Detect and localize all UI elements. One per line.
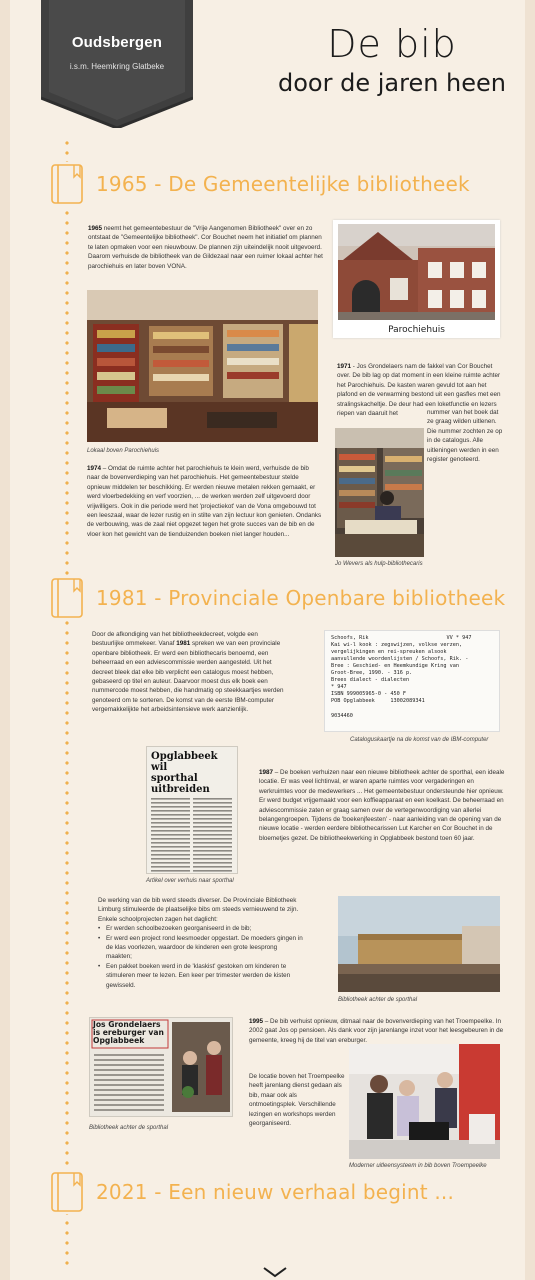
- page-title: [242, 20, 535, 98]
- paragraph-troempeelke: De locatie boven het Troempeelke heeft jarenlang dienst gedaan als bib, maar ook als ontmoetingsplek. Verschillende lezingen en workshops werden georganiseerd.: [249, 1073, 345, 1128]
- list-item: • Er werden schoolbezoeken georganiseerd in de bib;: [98, 924, 304, 933]
- title-line-2: door de jaren heen: [278, 69, 506, 97]
- paragraph-1974: 1974 – Omdat de ruimte achter het parochiehuis te klein werd, verhuisde de bib naar de bovenverdieping van het parochiehuis. Het gemeentebestuur stelde opnieuw middelen ter beschikking. Er werden nieuwe metalen rekken gemaakt, er werd vloerbedekking en verf voorzien, ... de werken werden zelf uitgevoerd door vrijwilligers. Ook in die periode werd het 'projectiekot' van de Vona omgebouwd tot een leeszaal, waar de lezer rustig en in stilte van zijn lectuur kon genieten. Ondanks de verbouwing, was de zaal niet opgezet tegen het grote succes van de bib en de vloer kon het gewicht van de tienduizenden boeken niet langer houden...: [87, 465, 322, 538]
- list-item: • Er werd een project rond leesmoeder opgestart. De moeders gingen in de klas voorlezen, waardoor de kinderen een grote leesprong maakten;: [98, 934, 304, 962]
- card-line: POB Opglabbeek 13002089341: [331, 698, 425, 704]
- newspaper-article-2: [89, 1017, 233, 1117]
- caption-news-1: Artikel over verhuis naar sporthal: [146, 878, 234, 884]
- news2-headline-2: is ereburger van: [93, 1028, 164, 1038]
- poster: [10, 0, 525, 1280]
- paragraph-1981: Door de afkondiging van het bibliotheekdecreet, volgde een bestuurlijke ommekeer. Vanaf 1981 spreken we van een provinciale openbare bibliotheek. Er werd een bibliothecaris benoemd, een beheerraad en een adviescommissie werden aangesteld. Uit het decreet bleek dat elke bib verplicht een catalogus moest hebben, gebaseerd op titel en auteur. Daarvoor moest dus elk boek een nummercode moest hebben, die handmatig op steekkaartjes werden genoteerd om te sorteren. De komst van de eerste IBM-computer vergemakkelijkte het arbeidsintensieve werk aanzienlijk.: [92, 631, 284, 714]
- modern-system-photo: [349, 1044, 500, 1159]
- caption-jo-wevers: Jo Wevers als hulp-bibliothecaris: [335, 561, 423, 567]
- card-line: Kai wi-l kook : zegswijzen, volkse verzen,: [331, 642, 463, 648]
- card-line: * 947: [331, 684, 347, 690]
- logo-subtitle: i.s.m. Heemkring Glatbeke: [69, 62, 165, 71]
- section-title-1981: 1981 - Provinciale Openbare bibliotheek: [96, 586, 506, 610]
- caption-sporthal: Bibliotheek achter de sporthal: [338, 997, 418, 1003]
- parochiehuis-photo: [333, 220, 500, 338]
- news2-headline-1: Jos Grondelaers: [93, 1020, 161, 1029]
- list-item: • Een pakket boeken werd in de 'klaskist' gestoken om kinderen te stimuleren meer te lezen. Een keer per trimester werden de kisten gewisseld.: [98, 962, 304, 990]
- paragraph-1987: 1987 – De boeken verhuizen naar een nieuwe bibliotheek achter de sporthal, een ideale locatie. Er was veel lichtinval, er waren aparte ruimtes voor vergaderingen en werkruimtes voor de medewerkers ... Het gemeentebestuur ondersteunde hier opnieuw. Er werd budget vrijgemaakt voor een koffieapparaat en een koelkast. De beheerraad en adviescommissie zaten er graag samen over de vertegenwoordiging van allerlei belangengroepen. Tijdens de 'boekenjfeesten' - naar aanleiding van de opening van de nieuwe locatie - werden eerdere bibliothecarissen Lut Karcher en Cor Bouchet in de bloemetjes gezet. De bibliotheekwerking in Opglabbeek bestond toen 60 jaar.: [259, 769, 505, 842]
- paragraph-1965: 1965 neemt het gemeentebestuur de "Vrije Aangenomen Bibliotheek" over en zo ontstaat de "Gemeentelijke bibliotheek". Cor Bouchet neem het initiatief om plannen te laten opmaken voor een nieuwbouw. De plannen zijn uiteindelijk nooit uitgevoerd. Daarom verhuisde de bibliotheek van de Gildezaal naar een ruimer lokaal achter het parochiehuis en later boven VONA.: [88, 225, 323, 270]
- book-icon: [49, 162, 87, 206]
- logo-text: Oudsbergen: [71, 34, 163, 51]
- photo-label: Parochiehuis: [388, 325, 445, 335]
- book-icon: [49, 576, 87, 620]
- caption-news-2: Bibliotheek achter de sporthal: [89, 1125, 169, 1131]
- paragraph-1995: 1995 – De bib verhuist opnieuw, ditmaal naar de bovenverdieping van het Troempeelke. In 2002 gaat Jos op pensioen. Als dank voor zijn jarenlange inzet voor het leesgebeuren in de gemeente, kreeg hij de titel van ereburger.: [249, 1018, 504, 1044]
- section-title-2021: 2021 - Een nieuw verhaal begint ...: [96, 1180, 455, 1204]
- newspaper-article-1: [146, 746, 238, 874]
- card-line: Schoofs, Rik VV * 947: [331, 635, 472, 641]
- card-line: aanvullende woordenlijsten / Schoofs, Rik. -: [331, 656, 469, 662]
- card-line: Groot-Bree, 1990. - 316 p.: [331, 670, 413, 676]
- title-line-1: De bib: [327, 22, 457, 66]
- logo-banner: [41, 0, 193, 128]
- left-border: [0, 0, 10, 1280]
- card-line: Bree : Geschied- en Heemkundige Kring van: [331, 663, 460, 669]
- caption-card: Cataloguskaartje na de komst van de IBM-computer: [350, 737, 489, 743]
- caption-lokaal: Lokaal boven Parochiehuis: [87, 448, 160, 454]
- caption-modern: Moderner uitleensysteem in bib boven Troempeelke: [349, 1163, 487, 1169]
- card-line: Brees dialect - dialecten: [331, 677, 410, 683]
- sporthal-photo: [338, 896, 500, 992]
- timeline-dots: [65, 138, 69, 1268]
- paragraph-1971-cont: nummer van het boek dat ze graag wilden uitlenen. Die nummer zochten ze op in de catalogus. Alle uitleningen werden in een register genoteerd.: [427, 409, 503, 464]
- chevron-down-icon: [262, 1266, 288, 1278]
- lokaal-photo: [87, 290, 318, 442]
- paragraph-projects: De werking van de bib werd steeds diverser. De Provinciale Bibliotheek Limburg stimuleerde de plaatselijke bibs om steeds vernieuwend te zijn. Enkele schoolprojecten zagen het daglicht: • Er werden schoolbezoeken georganiseerd in de bib; • Er werd een project rond leesmoeder opgestart. De moeders gingen in de klas voorlezen, waardoor de kinderen een grote leesprong maakten; • Een pakket boeken werd in de 'klaskist' gestoken om kinderen te stimuleren meer te lezen. Een keer per trimester werden de kisten gewisseld.: [98, 896, 304, 990]
- right-border: [525, 0, 535, 1280]
- card-text: [331, 635, 493, 720]
- section-title-1965: 1965 - De Gemeentelijke bibliotheek: [96, 172, 470, 196]
- jo-wevers-photo: [335, 428, 424, 557]
- news-headline-1: Opglabbeek wil: [151, 751, 218, 773]
- catalogue-card: [324, 630, 500, 732]
- book-icon: [49, 1170, 87, 1214]
- news-headline-2: sporthal uitbreiden: [151, 773, 210, 795]
- project-list: [98, 924, 304, 990]
- card-line: vergelijkingen en rei-spreuken alsook: [331, 649, 447, 655]
- news-text-lines: [151, 798, 233, 874]
- card-line: 9034460: [331, 713, 353, 719]
- news2-headline-3: Opglabbeek: [93, 1036, 145, 1046]
- card-line: ISBN 999005965-0 - 450 F: [331, 691, 406, 697]
- paragraph-1971: 1971 - Jos Grondelaers nam de fakkel van Cor Bouchet over. De bib lag op dat moment in een kleine ruimte achter het Parochiehuis. De kasten waren gevuld tot aan het plafond en de verwarming bestond uit een gasfles met een stralingskacheltje. De deur had een loketfunctie en lezers riepen van daaruit het: [337, 363, 501, 418]
